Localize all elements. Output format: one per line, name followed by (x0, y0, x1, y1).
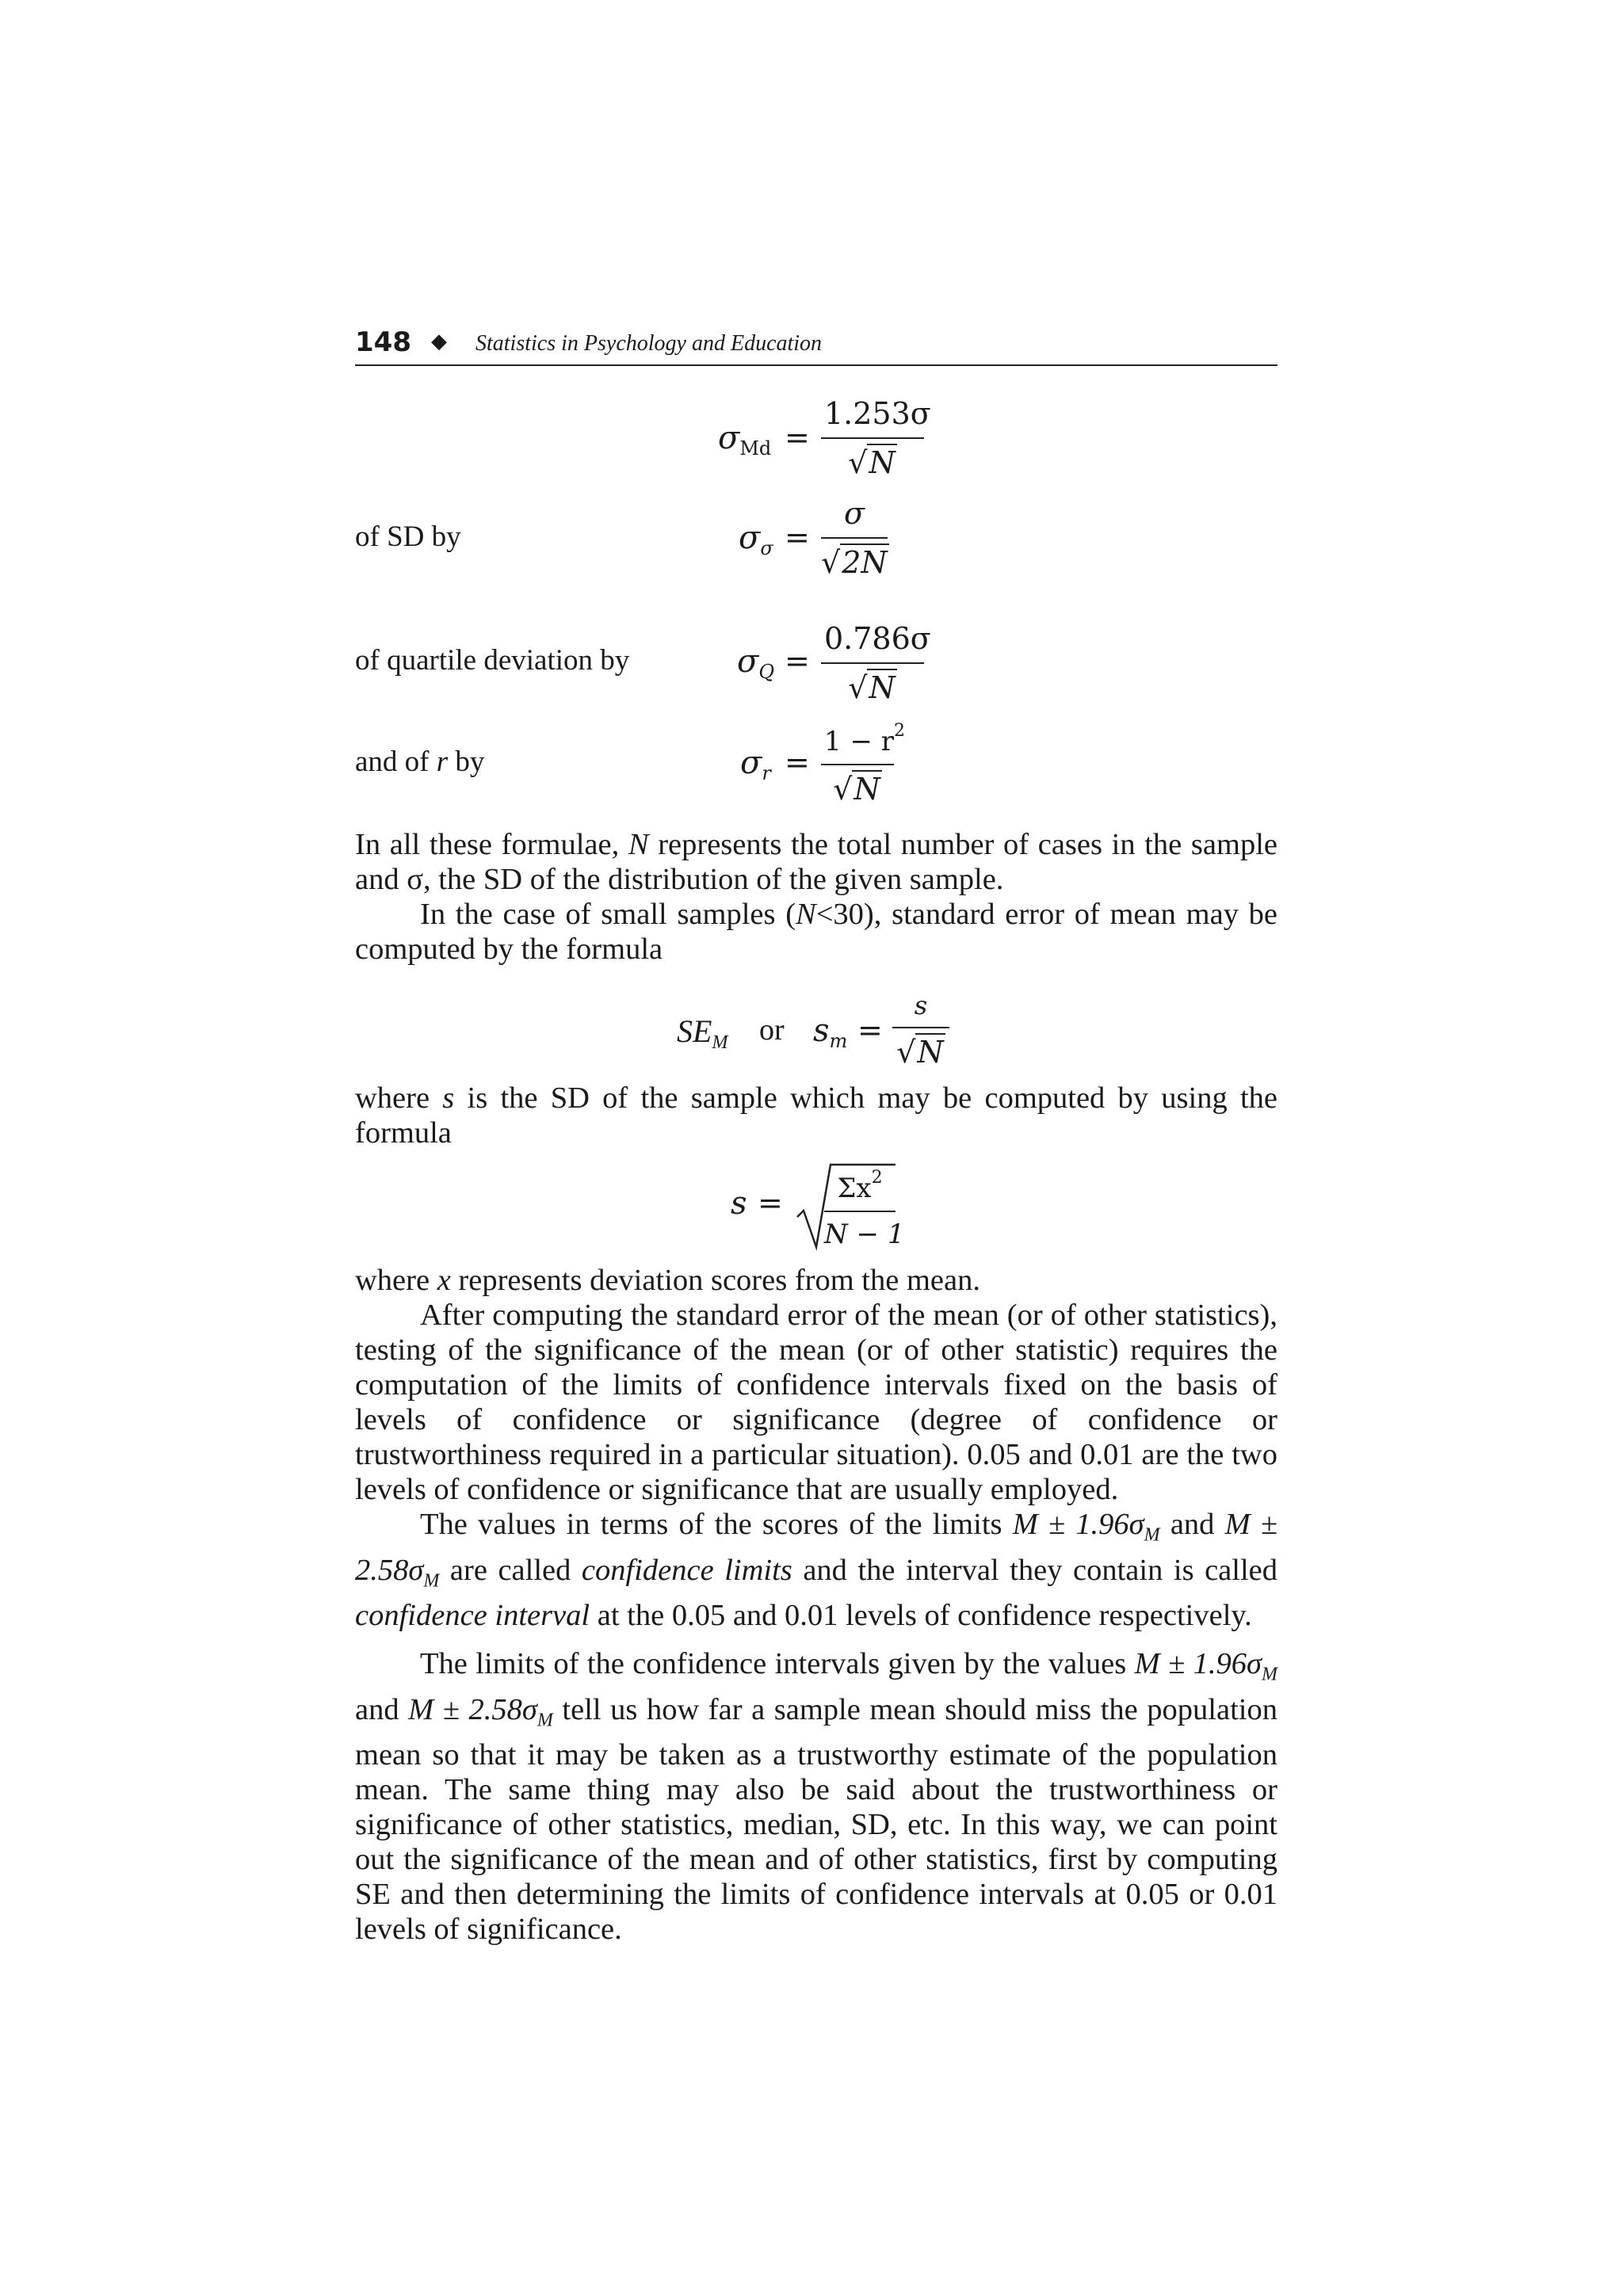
formula-s-m: $s_m$ (813, 1013, 848, 1052)
equals-sign: = (785, 420, 810, 455)
equals-sign: = (785, 643, 810, 678)
row-label-r: and of r by (355, 746, 485, 778)
sqrt-icon: √ (896, 1035, 916, 1070)
formula-lhs: $SE_M$ (677, 1013, 728, 1053)
paragraph-computing-se: After computing the standard error of the mean (or of other statistics), testing of the significance of the mean (or of other statistic) requires the computation of the limits of confidence intervals fixed on the basis of levels of confidence or significance (degree of confidence or trustworthiness required in a particular situation). 0.05 and 0.01 are the two levels of confidence or significance that are usually employed. (355, 1299, 1277, 1506)
formula-lhs: s (731, 1185, 747, 1222)
fraction (892, 990, 949, 1070)
formula-lhs: $\sigma_\sigma$ (739, 520, 773, 559)
equals-sign: = (785, 745, 810, 780)
row-label-quartile: of quartile deviation by (355, 644, 630, 677)
paragraph-where-x: where x represents deviation scores from the mean. (355, 1264, 980, 1297)
fraction (821, 721, 905, 807)
denominator: √N (848, 670, 896, 705)
diamond-icon: ◆ (431, 330, 447, 353)
sqrt-icon: √ (821, 545, 841, 580)
paragraph-limits-meaning: The limits of the confidence intervals given by the values $M \pm 1.96\sigma_M$ and $M \pm 2.58\sigma_M$ tell us how far a sample mean should miss the population mean so that it may be taken as a trustworthy estimate of the population mean. The same thing may also be said about the trustworthiness or significance of other statistics, median, SD, etc. In this way, we can point out the significance of the mean and of other statistics, first by computing SE and then determining the limits of confidence intervals at 0.05 or 0.01 levels of significance. (355, 1647, 1278, 1947)
denominator: N − 1 (824, 1219, 905, 1250)
fraction (824, 1168, 905, 1250)
denominator: √2N (821, 545, 888, 580)
numerator: σ (821, 496, 888, 539)
numerator: $\Sigma x^2$ (824, 1168, 896, 1212)
denominator: √N (896, 1035, 944, 1070)
paragraph-confidence-limits: The values in terms of the scores of the limits $M \pm 1.96\sigma_M$ and $M \pm 2.58\sigma_M$ are called confidence limits and the interval they contain is called confidence interval at the 0.05 and 0.01 levels of confidence respectively. (355, 1508, 1278, 1633)
numerator: 1.253σ (821, 396, 924, 439)
denominator: √N (833, 772, 880, 807)
sqrt-icon: √ (833, 772, 853, 807)
page-number: 148 (355, 326, 411, 358)
running-title: Statistics in Psychology and Education (475, 331, 823, 356)
sqrt-icon: √ (848, 670, 868, 705)
equals-sign: = (758, 1185, 783, 1220)
row-label-sd: of SD by (355, 521, 461, 553)
fraction (821, 396, 931, 480)
denominator: √N (848, 445, 896, 480)
numerator: 0.786σ (821, 621, 924, 664)
formula-lhs: $\sigma_{Md}$ (718, 420, 772, 460)
sqrt-icon: √ (848, 445, 868, 480)
equals-sign: = (857, 1013, 883, 1047)
equals-sign: = (785, 520, 810, 555)
or-word: or (759, 1013, 785, 1047)
numerator: s (892, 990, 949, 1028)
formula-lhs: $\sigma_r$ (740, 745, 771, 784)
paragraph-formulae-note: In all these formulae, N represents the total number of cases in the sample and σ, the SD of the distribution of the given sample. (355, 828, 1277, 896)
formula-lhs: $\sigma_Q$ (737, 643, 774, 683)
fraction (821, 496, 888, 580)
paragraph-where-s: where s is the SD of the sample which may be computed by using the formula (355, 1081, 1277, 1150)
paragraph-small-samples: In the case of small samples (N<30), standard error of mean may be computed by the formula (355, 898, 1277, 966)
fraction (821, 621, 931, 705)
running-header (355, 325, 1277, 366)
numerator: $1 - r^2$ (821, 721, 894, 765)
